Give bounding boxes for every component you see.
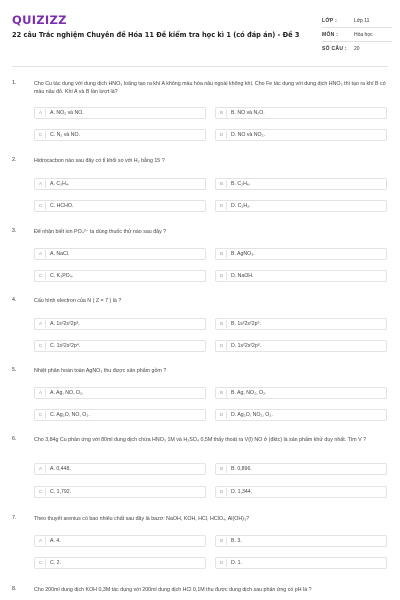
option-b[interactable] — [215, 107, 387, 119]
option-c[interactable] — [34, 200, 206, 212]
option-letter: B — [217, 465, 227, 473]
meta-value-count: 20 — [354, 46, 360, 52]
option-letter: A — [36, 250, 46, 258]
option-d[interactable] — [215, 486, 387, 498]
option-text: C. K₃PO₄. — [50, 273, 74, 279]
option-a[interactable] — [34, 463, 206, 475]
option-letter: C — [36, 131, 46, 139]
option-text: A. 4. — [50, 538, 61, 544]
option-a[interactable] — [34, 535, 206, 547]
meta-key-class: LỚP : — [322, 17, 338, 24]
option-b[interactable] — [215, 463, 387, 475]
option-text: B. AgNO₃. — [231, 251, 255, 257]
option-text: C. 1s²2s²2p⁴. — [50, 343, 81, 349]
option-letter: A — [36, 320, 46, 328]
question-text: Theo thuyết arenius có bao nhiêu chất sau đây là bazơ: NaOH, KOH, HCl, HClO₄, Al(OH)₃? — [34, 516, 250, 522]
option-text: B. Ag, NO₂, O₂. — [231, 390, 267, 396]
option-letter: D — [217, 202, 227, 210]
option-text: C. HCHO. — [50, 203, 74, 209]
option-text: B. 3. — [231, 538, 242, 544]
option-letter: D — [217, 272, 227, 280]
question-number: 5. — [12, 367, 17, 373]
option-letter: D — [217, 342, 227, 350]
option-letter: C — [36, 559, 46, 567]
option-letter: A — [36, 109, 46, 117]
option-d[interactable] — [215, 129, 387, 141]
option-letter: C — [36, 342, 46, 350]
option-a[interactable] — [34, 248, 206, 260]
option-d[interactable] — [215, 557, 387, 569]
option-letter: B — [217, 180, 227, 188]
option-b[interactable] — [215, 535, 387, 547]
meta-value-class: Lớp 11 — [354, 17, 370, 24]
option-text: B. 1s²2s²2p⁵. — [231, 321, 262, 327]
option-letter: A — [36, 465, 46, 473]
meta-row-class — [322, 14, 392, 28]
question-number: 4. — [12, 297, 17, 303]
option-text: B. NO và N₂O. — [231, 110, 265, 116]
option-text: D. Ag₂O, NO₂, O₂. — [231, 412, 273, 418]
option-letter: B — [217, 250, 227, 258]
question-text: Hidrocacbon nào sau đây có tỉ khối so với H₂ bằng 15 ? — [34, 158, 165, 164]
option-text: C. Ag₂O, NO, O₂. — [50, 412, 90, 418]
meta-value-subject: Hóa học — [354, 31, 373, 38]
option-d[interactable] — [215, 340, 387, 352]
option-c[interactable] — [34, 340, 206, 352]
option-d[interactable] — [215, 409, 387, 421]
option-text: D. C₂H₂. — [231, 203, 251, 209]
meta-key-count: SỐ CÂU : — [322, 46, 347, 52]
option-letter: C — [36, 488, 46, 496]
document-title: 22 câu Trắc nghiệm Chuyên đề Hóa 11 Đề kiểm tra học kì 1 (có đáp án) - Đề 3 — [12, 31, 300, 39]
option-letter: C — [36, 202, 46, 210]
option-text: D. NO và NO₂. — [231, 132, 266, 138]
option-letter: C — [36, 272, 46, 280]
option-b[interactable] — [215, 248, 387, 260]
question-number: 6. — [12, 436, 17, 442]
option-letter: B — [217, 320, 227, 328]
option-b[interactable] — [215, 318, 387, 330]
question-number: 7. — [12, 515, 17, 521]
option-letter: A — [36, 180, 46, 188]
option-text: C. 2. — [50, 560, 61, 566]
option-text: C. 1,792. — [50, 489, 72, 495]
question-number: 8. — [12, 586, 17, 592]
option-a[interactable] — [34, 178, 206, 190]
question-number: 1. — [12, 80, 17, 86]
quizizz-logo: QUIZIZZ — [12, 13, 67, 27]
header-divider — [12, 66, 388, 67]
question-text: Cho Cu tác dụng với dung dịch HNO₃ loãng tạo ra khí A không màu hóa nâu ngoài không khí. Cho Fe tác dụng với dung dịch HNO₃ thì tạo ra khí B có màu nâu đỏ. Khí A và B lần lượt là? — [34, 81, 386, 95]
meta-info-table — [322, 14, 392, 56]
question-text: Để nhận biết ion PO₄³⁻ ta dùng thuốc thử nào sau đây ? — [34, 229, 167, 235]
option-letter: D — [217, 559, 227, 567]
option-d[interactable] — [215, 200, 387, 212]
option-a[interactable] — [34, 387, 206, 399]
question-number: 3. — [12, 228, 17, 234]
question-text: Cấu hình electron của N ( Z = 7 ) là ? — [34, 298, 122, 304]
option-text: B. 0,896. — [231, 466, 252, 472]
option-c[interactable] — [34, 129, 206, 141]
option-letter: A — [36, 389, 46, 397]
meta-row-subject — [322, 28, 392, 42]
option-text: D. 1. — [231, 560, 242, 566]
question-text: Cho 200ml dung dịch KOH 0,3M tác dụng với 200ml dung dịch HCl 0,1M thu được dung dịch sau phản ứng có pH là ? — [34, 587, 312, 593]
option-a[interactable] — [34, 107, 206, 119]
option-text: A. NO₂ và NO. — [50, 110, 84, 116]
option-text: D. 1,344. — [231, 489, 253, 495]
question-text: Cho 3,84g Cu phản ứng với 80ml dung dịch chứa HNO₃ 1M và H₂SO₄ 0,5M thấy thoát ra V(l) NO ở (đktc) là sản phẩm khử duy nhất. Tìm V ? — [34, 437, 367, 443]
option-text: B. C₂H₆. — [231, 181, 251, 187]
option-c[interactable] — [34, 557, 206, 569]
question-number: 2. — [12, 157, 17, 163]
option-letter: D — [217, 488, 227, 496]
option-letter: B — [217, 537, 227, 545]
option-letter: D — [217, 131, 227, 139]
option-text: A. 1s²2s²2p³. — [50, 321, 80, 327]
option-letter: B — [217, 109, 227, 117]
option-text: A. Ag, NO, O₂. — [50, 390, 84, 396]
option-c[interactable] — [34, 409, 206, 421]
meta-row-count — [322, 42, 392, 56]
option-text: D. 1s²2s²2p⁶. — [231, 343, 262, 349]
document-header — [0, 0, 400, 62]
option-letter: D — [217, 411, 227, 419]
option-letter: B — [217, 389, 227, 397]
question-text: Nhiệt phân hoàn toàn AgNO₃ thu được sản phẩm gồm ? — [34, 368, 167, 374]
option-letter: C — [36, 411, 46, 419]
option-text: C. N₂ và NO. — [50, 132, 80, 138]
option-text: A. 0,448. — [50, 466, 71, 472]
option-text: D. NaOH. — [231, 273, 254, 279]
option-text: A. C₂H₄. — [50, 181, 70, 187]
option-c[interactable] — [34, 270, 206, 282]
option-c[interactable] — [34, 486, 206, 498]
option-a[interactable] — [34, 318, 206, 330]
meta-key-subject: MÔN : — [322, 31, 339, 38]
option-text: A. NaCl. — [50, 251, 70, 257]
option-letter: A — [36, 537, 46, 545]
option-d[interactable] — [215, 270, 387, 282]
option-b[interactable] — [215, 178, 387, 190]
option-b[interactable] — [215, 387, 387, 399]
